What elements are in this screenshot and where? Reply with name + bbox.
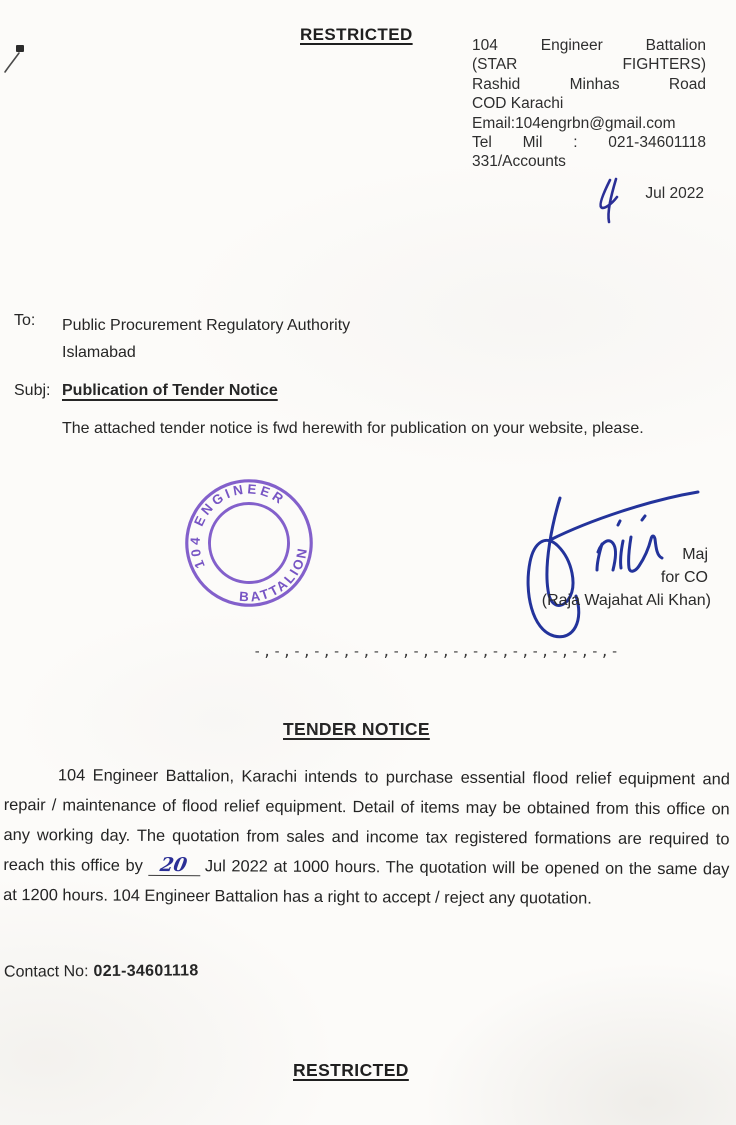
letterhead-city: COD Karachi bbox=[472, 95, 564, 113]
classification-bottom: RESTRICTED bbox=[293, 1060, 409, 1080]
contact-number: 021-34601118 bbox=[93, 962, 199, 981]
signatory-rank: Maj bbox=[682, 546, 708, 563]
letterhead bbox=[472, 36, 706, 224]
separator-line: -,-,-,-,-,-,-,-,-,-,-,-,-,-,-,-,-,-,- bbox=[253, 644, 621, 660]
to-label: To: bbox=[14, 312, 36, 329]
letterhead-unit: 104 Engineer Battalion bbox=[472, 37, 706, 54]
subject-label: Subj: bbox=[14, 382, 51, 399]
handwritten-day-icon bbox=[594, 174, 628, 226]
tender-notice-paragraph bbox=[3, 760, 730, 914]
svg-text:BATTALION bbox=[232, 539, 323, 619]
contact-line bbox=[4, 962, 199, 981]
signatory-name: (Raja Wajahat Ali Khan) bbox=[541, 592, 711, 609]
ink-mark bbox=[2, 30, 36, 76]
paragraph-before-blank: 104 Engineer Battalion, Karachi intends to purchase essential flood relief equipment and repair / maintenance of flood relief equipment. Detail of items may be obtained from this office on any working day. The quotation from sales and income tax registered formations are required to reach this office by bbox=[3, 766, 730, 875]
handwritten-day-blank bbox=[148, 853, 200, 877]
recipient-line1: Public Procurement Regulatory Authority bbox=[62, 317, 351, 334]
letterhead-tel: Tel Mil : 021-34601118 bbox=[472, 134, 706, 152]
letterhead-ref: 331/Accounts bbox=[472, 153, 566, 171]
date-line bbox=[472, 172, 706, 224]
date-printed: Jul 2022 bbox=[645, 184, 704, 202]
signatory-for: for CO bbox=[660, 569, 708, 586]
contact-label: Contact No: bbox=[3, 963, 89, 981]
letterhead-road: Rashid Minhas Road bbox=[472, 75, 706, 93]
letterhead-email: Email:104engrbn@gmail.com bbox=[472, 114, 676, 132]
paragraph-after-blank: Jul 2022 at 1000 hours. The quotation will be opened on the same day at 1200 hours. 104 Engineer Battalion has a right to accept / reject any quotation. bbox=[3, 857, 730, 908]
signature-icon bbox=[498, 478, 713, 653]
tender-notice-title: TENDER NOTICE bbox=[283, 719, 430, 739]
unit-stamp-icon bbox=[170, 464, 328, 622]
classification-top: RESTRICTED bbox=[300, 25, 413, 44]
body-sentence: The attached tender notice is fwd herewith for publication on your website, please. bbox=[62, 420, 644, 437]
stamp-arc-bottom: BATTALION bbox=[238, 545, 311, 605]
letterhead-nickname: (STAR FIGHTERS) bbox=[472, 56, 706, 74]
recipient bbox=[62, 312, 482, 366]
handwritten-day: 20 bbox=[158, 853, 190, 877]
stamp-arc-top: 104 ENGINEER bbox=[187, 481, 289, 571]
recipient-line2: Islamabad bbox=[62, 344, 136, 361]
subject-text: Publication of Tender Notice bbox=[62, 382, 278, 399]
